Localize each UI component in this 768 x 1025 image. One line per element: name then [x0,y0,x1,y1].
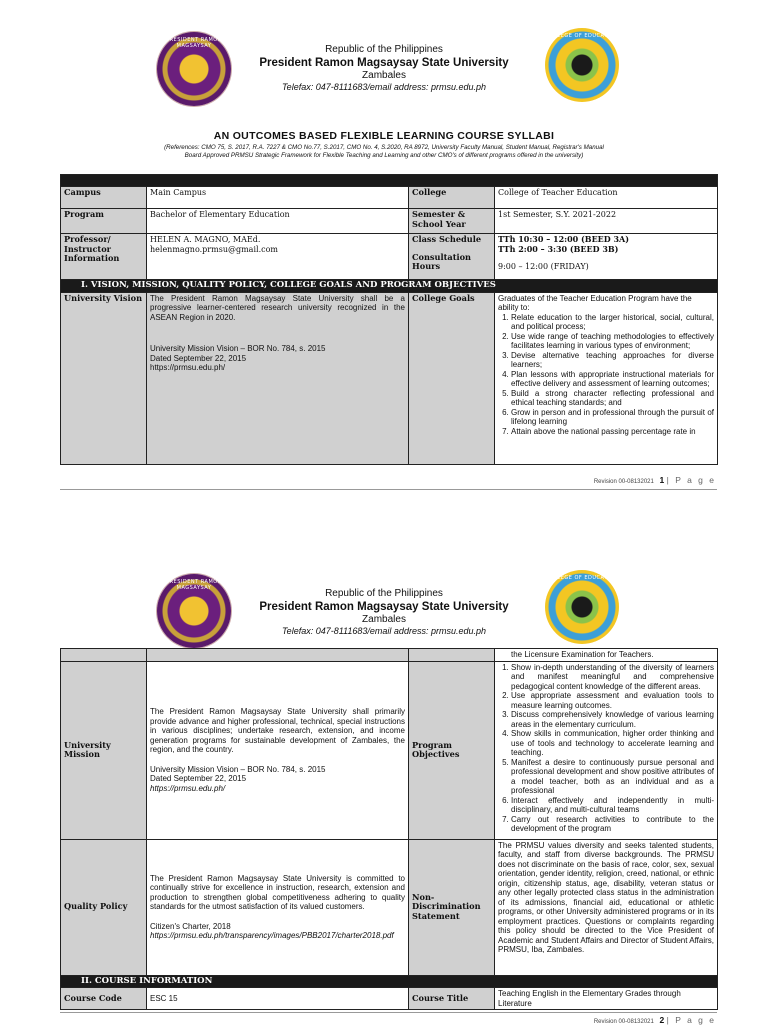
list-item: 3. Discuss comprehensively knowledge of various learning areas in the elementary curriculum. [511,710,714,729]
college-goals-cell: Graduates of the Teacher Education Program have the ability to: 1. Relate education to the larger historical, social, cultural, and political process; 2. Use wide range of teaching methodologies to effectively facilitates learning in various types of environment; 3. Devise alternative teaching approaches for diverse learners; 4. Plan lessons with appropriate instructional materials for effective delivery and assessment of learning outcomes; 5. Build a strong character reflecting professional and ethical teaching standards; and 6. Grow in person and in professional through the pursuit of lifelong learning 7. Attain above the national passing percentage rate in [495,292,718,464]
course-code-label: Course Code [61,988,147,1010]
semester-value: 1st Semester, S.Y. 2021-2022 [495,209,718,234]
syllabus-references: (References: CMO 75, S. 2017, R.A. 7227 & CMO No.77, S.2017, CMO No. 4, S.2020, RA 8972, University Faculty Manual, Student Manual, Registrar's Manual Board Approved PRMSU Strategic Framework for Flexible Teaching and Learning and other CMO's of different programs offered in the university) [164,144,604,159]
professor-label: Professor/ Instructor Information [61,234,147,280]
quality-policy-label: Quality Policy [61,839,147,975]
college-goals-list [498,313,714,437]
table-row [61,988,718,1010]
section-heading-course-information: II. COURSE INFORMATION [61,975,718,988]
schedule-value: TTh 10:30 – 12:00 (BEED 3A) TTh 2:00 – 3:30 (BEED 3B) 9:00 – 12:00 (FRIDAY) [495,234,718,280]
page-number: 1 [659,475,665,485]
college-value: College of Teacher Education [495,187,718,209]
list-item: 1. Relate education to the larger historical, social, cultural, and political process; [511,313,714,332]
footer-rule [60,1012,717,1013]
college-goals-label: College Goals [409,292,495,464]
list-item: 6. Interact effectively and independently in multi-disciplinary, and multi-cultural teams [511,796,714,815]
course-title-label: Course Title [409,988,495,1010]
table-top-bar [61,175,718,187]
goals-continued: the Licensure Examination for Teachers. [495,649,718,662]
schedule-label: Class Schedule Consultation Hours [409,234,495,280]
list-item: 7. Carry out research activities to contribute to the development of the program [511,815,714,834]
table-row [61,839,718,975]
campus-value: Main Campus [147,187,409,209]
quality-policy-text: The President Ramon Magsaysay State University is committed to continually strive for excellence in instruction, research, extension and production to strengthen global competitiveness adhering to quality standards for the utmost satisfaction of its valued customers. [150,873,405,911]
table-row [61,209,718,234]
document-page-2 [0,540,768,1024]
page-word: | P a g e [666,475,716,485]
mission-text: The President Ramon Magsaysay State University shall primarily provide advance and higher professional, technical, special instructions in various disciplines; undertake research, extension, and income generation programs for sustainable development of Zambales, the region, and the country. [150,707,405,754]
list-item: 4. Show skills in communication, higher order thinking and use of tools and technology to accelerate learning and teaching. [511,729,714,758]
list-item: 1. Show in-depth understanding of the diversity of learners and manifest meaningful and comprehensive pedagogical content knowledge of the different areas. [511,663,714,692]
semester-label: Semester & School Year [409,209,495,234]
list-item: 2. Use appropriate assessment and evaluation tools to measure learning outcomes. [511,691,714,710]
table-row [61,649,718,662]
program-objectives-list [498,663,714,834]
university-seal-logo: PRESIDENT RAMON MAGSAYSAY [157,574,231,648]
letterhead: Republic of the Philippines President Ramon Magsaysay State University Zambales Telefax: 047-8111683/email address: prmsu.edu.ph [259,588,509,636]
program-objectives-cell [495,661,718,839]
program-objectives-label: Program Objectives [409,661,495,839]
mission-label: University Mission [61,661,147,839]
page-gap [0,495,768,540]
mission-cell: The President Ramon Magsaysay State University shall primarily provide advance and higher professional, technical, special instructions in various disciplines; undertake research, extension, and income generation programs for sustainable development of Zambales, the region, and the country. University Mission Vision – BOR No. 784, s. 2015 Dated September 22, 2015 https://prmsu.edu.ph/ [147,661,409,839]
professor-email: helenmagno.prmsu@gmail.com [150,244,278,254]
list-item: 6. Grow in person and in professional through the pursuit of lifelong learning [511,408,714,427]
non-discrimination-text: The PRMSU values diversity and seeks talented students, faculty, and staff from diverse backgrounds. The PRMSU does not discriminate on the basis of race, color, sex, sexual orientation, gender identity, religion, creed, national, or ethnic origin, citizenship status, age, disability, veteran status or any other legally protected class status in the administration of its admissions, financial aid, educational or athletic programs, or other University administered programs or in its employment practices. Questions or complaints regarding this policy should be directed to the Vice President of Academic and Student Affairs and Director of Student Affairs, PRMSU, Iba, Zambales. [495,839,718,975]
college-label: College [409,187,495,209]
syllabus-title: AN OUTCOMES BASED FLEXIBLE LEARNING COURSE SYLLABI [213,130,555,142]
page-number: 2 [659,1015,665,1025]
list-item: 5. Build a strong character reflecting professional and ethical teaching standards; and [511,389,714,408]
professor-name: HELEN A. MAGNO, MAEd. [150,235,261,244]
revision-code: Revision 00-08132021 [593,1019,654,1025]
vision-text: The President Ramon Magsaysay State University shall be a progressive learner-centered research university recognized in the ASEAN Region in 2020. [150,293,405,322]
course-code-value: ESC 15 [147,988,409,1010]
list-item: 2. Use wide range of teaching methodologies to effectively facilitates learning in various types of environment; [511,332,714,351]
province-line: Zambales [362,70,406,81]
section-heading-vision-mission: I. VISION, MISSION, QUALITY POLICY, COLLEGE GOALS AND PROGRAM OBJECTIVES [61,280,718,293]
vision-cell: The President Ramon Magsaysay State University shall be a progressive learner-centered research university recognized in the ASEAN Region in 2020. University Mission Vision – BOR No. 784, s. 2015 Dated September 22, 2015 https://prmsu.edu.ph/ [147,292,409,464]
list-item: 4. Plan lessons with appropriate instructional materials for effective delivery and assessment of learning outcomes; [511,370,714,389]
non-discrimination-label: Non-Discrimination Statement [409,839,495,975]
table-row [61,234,718,280]
list-item: 3. Devise alternative teaching approaches for diverse learners; [511,351,714,370]
college-of-education-logo: COLLEGE OF EDUCATION [545,28,619,102]
contact-line: Telefax: 047-8111683/email address: prmsu.edu.ph [282,82,486,92]
page-word: | P a g e [666,1015,716,1025]
program-label: Program [61,209,147,234]
republic-line: Republic of the Philippines [325,44,443,55]
college-of-education-logo: COLLEGE OF EDUCATION [545,570,619,644]
vision-label: University Vision [61,292,147,464]
university-name: President Ramon Magsaysay State University [259,57,509,69]
letterhead [0,44,768,92]
professor-info [147,234,409,280]
quality-policy-cell: The President Ramon Magsaysay State University is committed to continually strive for excellence in instruction, research, extension and production to strengthen global competitiveness adhering to quality standards for the utmost satisfaction of its valued customers. Citizen's Charter, 2018 https://prmsu.edu.ph/transparency/images/PBB2017/charter2018.pdf [147,839,409,975]
course-info-table [60,174,718,465]
university-seal-logo: PRESIDENT RAMON MAGSAYSAY [157,32,231,106]
table-row [61,187,718,209]
document-page-1 [0,0,768,495]
course-title-value: Teaching English in the Elementary Grades through Literature [495,988,718,1010]
page-footer [594,475,716,485]
program-value: Bachelor of Elementary Education [147,209,409,234]
revision-code: Revision 00-08132021 [593,479,654,485]
table-row [61,661,718,839]
list-item: 5. Manifest a desire to continuously pursue personal and professional development and show positive attributes of a model teacher, both as an individual and as a professional [511,758,714,796]
campus-label: Campus [61,187,147,209]
table-row [61,292,718,464]
footer-rule [60,489,717,490]
consultation-value: 9:00 – 12:00 (FRIDAY) [498,262,589,271]
list-item: 7. Attain above the national passing percentage rate in [511,427,714,437]
course-info-table-continued [60,648,718,1010]
consultation-label: Consultation Hours [412,251,471,271]
